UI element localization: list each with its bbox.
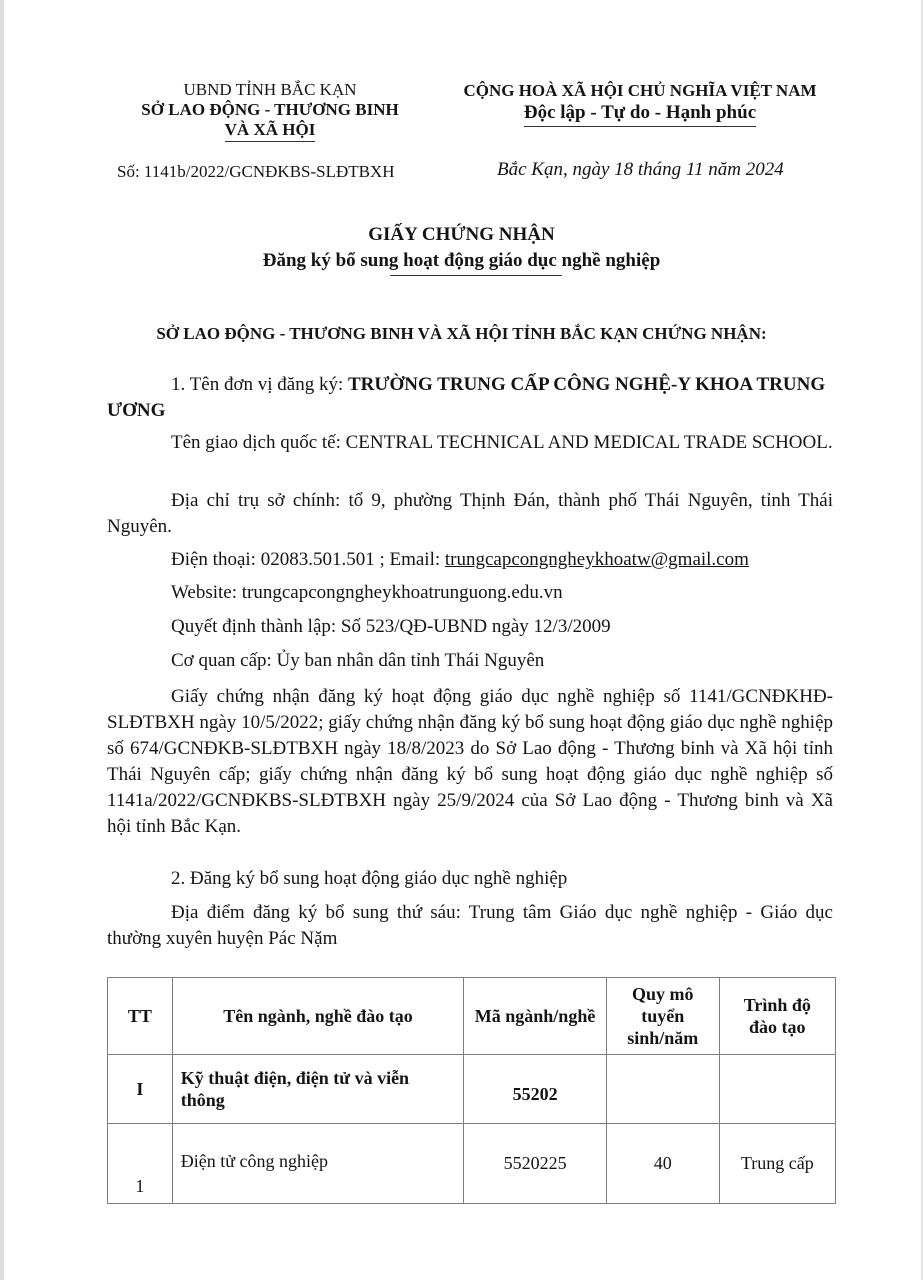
national-header-block [440, 80, 840, 127]
col-header-scale: Quy mô tuyển sinh/năm [606, 978, 719, 1055]
table-row [108, 1124, 836, 1204]
place-and-date: Bắc Kạn, ngày 18 tháng 11 năm 2024 [497, 159, 784, 180]
unit-name: TRƯỜNG TRUNG CẤP CÔNG NGHỆ-Y KHOA TRUNG ƯƠNG [107, 374, 826, 421]
cell-scale [606, 1055, 719, 1124]
cell-code: 55202 [464, 1055, 607, 1124]
col-header-name: Tên ngành, nghề đào tạo [172, 978, 464, 1055]
cell-tt: 1 [108, 1124, 173, 1204]
document-subtitle: Đăng ký bổ sung hoạt động giáo dục nghề nghiệp [262, 250, 661, 271]
international-name: Tên giao dịch quốc tế: CENTRAL TECHNICAL AND MEDICAL TRADE SCHOOL. [171, 432, 833, 453]
page-edge-left [0, 0, 4, 1280]
cell-code: 5520225 [464, 1124, 607, 1204]
cell-name: Kỹ thuật điện, điện tử và viễn thông [172, 1055, 464, 1124]
website: Website: trungcapcongngheykhoatrunguong.edu.vn [171, 582, 563, 603]
document-title: GIẤY CHỨNG NHẬN [368, 224, 555, 245]
nation-name: CỘNG HOÀ XÃ HỘI CHỦ NGHĨA VIỆT NAM [463, 81, 817, 100]
head-office-address: Địa chỉ trụ sở chính: tổ 9, phường Thịnh Đán, thành phố Thái Nguyên, tỉnh Thái Nguyên. [107, 490, 833, 537]
cell-level [719, 1055, 835, 1124]
registration-history: Giấy chứng nhận đăng ký hoạt động giáo dục nghề nghiệp số 1141/GCNĐKHĐ-SLĐTBXH ngày 10/5/2022; giấy chứng nhận đăng ký bổ sung hoạt động giáo dục nghề nghiệp số 674/GCNĐKB-SLĐTBXH ngày 18/8/2023 do Sở Lao động - Thương binh và Xã hội tỉnh Thái Nguyên cấp; giấy chứng nhận đăng ký bổ sung hoạt động giáo dục nghề nghiệp số 1141a/2022/GCNĐKBS-SLĐTBXH ngày 25/9/2024 của Sở Lao động - Thương binh và Xã hội tỉnh Bắc Kạn. [107, 686, 833, 837]
section-2-heading: 2. Đăng ký bổ sung hoạt động giáo dục nghề nghiệp [171, 868, 568, 889]
cell-scale: 40 [606, 1124, 719, 1204]
document-number: Số: 1141b/2022/GCNĐKBS-SLĐTBXH [117, 162, 395, 181]
phone-label: Điện thoại: 02083.501.501 ; Email: [171, 549, 445, 570]
email-link[interactable]: trungcapcongngheykhoatw@gmail.com [444, 549, 749, 570]
col-header-tt: TT [108, 978, 173, 1055]
training-programs-table [107, 977, 836, 1204]
issuing-agency-block [105, 80, 435, 142]
agency-line-1: UBND TỈNH BẮC KẠN [183, 80, 357, 99]
table-header-row [108, 978, 836, 1055]
col-header-code: Mã ngành/nghề [464, 978, 607, 1055]
national-motto: Độc lập - Tự do - Hạnh phúc [524, 102, 756, 127]
col-header-level: Trình độ đào tạo [719, 978, 835, 1055]
cell-name: Điện tử công nghiệp [172, 1124, 464, 1204]
cell-level: Trung cấp [719, 1124, 835, 1204]
cell-tt: I [108, 1055, 173, 1124]
agency-line-2: SỞ LAO ĐỘNG - THƯƠNG BINH [141, 100, 399, 119]
unit-name-paragraph [107, 372, 833, 424]
issuing-authority: Cơ quan cấp: Ủy ban nhân dân tỉnh Thái Nguyên [171, 650, 545, 671]
subtitle-underline [390, 275, 562, 276]
table-row [108, 1055, 836, 1124]
certification-statement: SỞ LAO ĐỘNG - THƯƠNG BINH VÀ XÃ HỘI TỈNH BẮC KẠN CHỨNG NHẬN: [156, 324, 767, 343]
contact-line [107, 547, 833, 573]
additional-location: Địa điểm đăng ký bổ sung thứ sáu: Trung tâm Giáo dục nghề nghiệp - Giáo dục thường xuyên huyện Pác Nặm [107, 902, 833, 949]
unit-name-label: 1. Tên đơn vị đăng ký: [171, 374, 348, 395]
founding-decision: Quyết định thành lập: Số 523/QĐ-UBND ngày 12/3/2009 [171, 616, 611, 637]
agency-line-3: VÀ XÃ HỘI [225, 120, 316, 142]
